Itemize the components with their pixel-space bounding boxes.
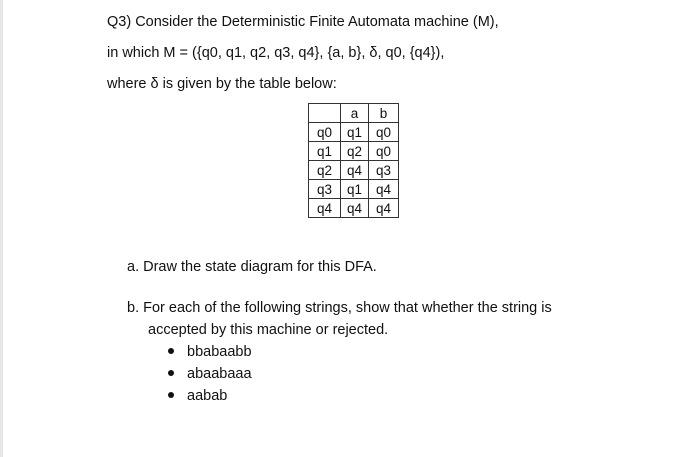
header-cell: a	[341, 104, 369, 123]
list-item	[168, 365, 252, 387]
table-header-row	[309, 104, 399, 123]
table-cell: q1	[309, 142, 341, 161]
part-a-text: a. Draw the state diagram for this DFA.	[127, 259, 377, 275]
transition-table	[308, 103, 399, 218]
table-row	[309, 180, 399, 199]
test-string: bbabaabb	[187, 344, 252, 360]
table-row	[309, 123, 399, 142]
table-row	[309, 142, 399, 161]
table-cell: q2	[309, 161, 341, 180]
table-cell: q4	[369, 180, 399, 199]
table-cell: q4	[341, 199, 369, 218]
list-item	[168, 343, 252, 365]
test-string: abaabaaa	[187, 366, 252, 382]
table-row	[309, 161, 399, 180]
table-cell: q3	[309, 180, 341, 199]
page-edge	[0, 0, 3, 457]
table-cell: q0	[369, 142, 399, 161]
table-cell: q3	[369, 161, 399, 180]
table-cell: q0	[309, 123, 341, 142]
table-cell: q2	[341, 142, 369, 161]
bullet-icon	[168, 348, 174, 354]
machine-definition: in which M = ({q0, q1, q2, q3, q4}, {a, b}, δ, q0, {q4}),	[107, 45, 445, 61]
table-cell: q4	[369, 199, 399, 218]
table-row	[309, 199, 399, 218]
table-cell: q0	[369, 123, 399, 142]
test-strings-list	[168, 343, 252, 409]
header-cell	[309, 104, 341, 123]
list-item	[168, 387, 252, 409]
bullet-icon	[168, 370, 174, 376]
table-cell: q4	[341, 161, 369, 180]
test-string: aabab	[187, 388, 228, 404]
header-cell: b	[369, 104, 399, 123]
part-b-text: b. For each of the following strings, show that whether the string is	[127, 300, 552, 316]
table-intro: where δ is given by the table below:	[107, 76, 337, 92]
bullet-icon	[168, 392, 174, 398]
table-cell: q1	[341, 123, 369, 142]
table-cell: q1	[341, 180, 369, 199]
question-title: Q3) Consider the Deterministic Finite Automata machine (M),	[107, 14, 499, 30]
part-b-text-continued: accepted by this machine or rejected.	[148, 322, 389, 338]
table-cell: q4	[309, 199, 341, 218]
